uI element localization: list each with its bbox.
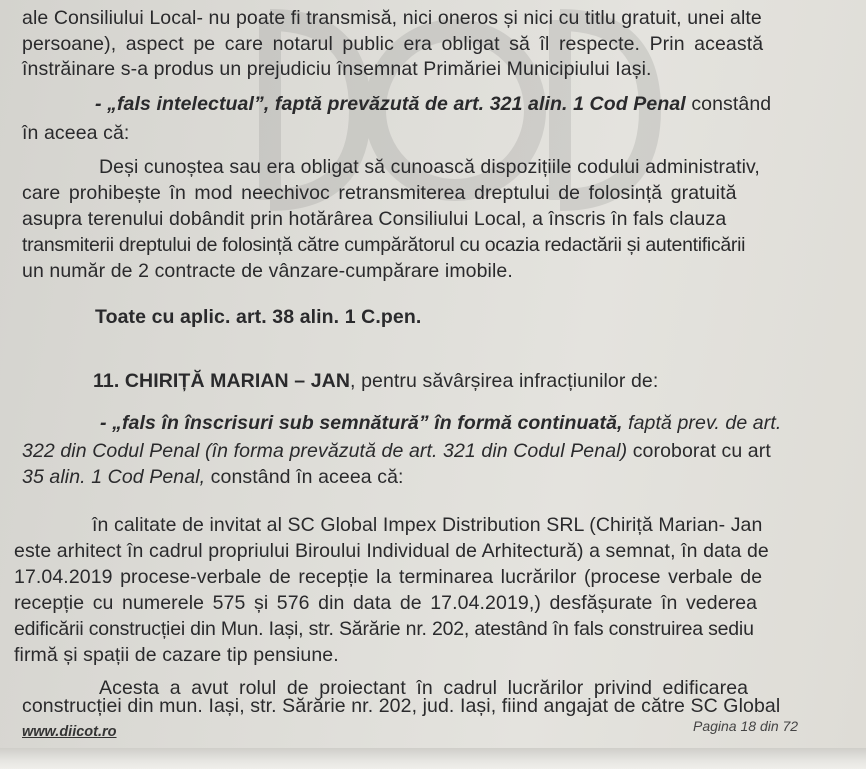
- text-line: [14, 592, 757, 614]
- text-segment: Toate cu aplic. art. 38 alin. 1 C.pen.: [95, 306, 422, 328]
- text-line: [22, 7, 762, 29]
- text-segment: este arhitect în cadrul propriului Biroului Individual de Arhitectură) a semnat, în data de: [14, 540, 769, 562]
- text-segment: înstrăinare s-a produs un prejudiciu însemnat Primăriei Municipiului Iași.: [22, 58, 652, 80]
- text-segment: care prohibește în mod neechivoc retransmiterea dreptului de folosință gratuită: [22, 182, 737, 204]
- text-segment: - „fals în înscrisuri sub semnătură” în formă continuată,: [100, 412, 623, 434]
- text-segment: în aceea că:: [22, 122, 130, 144]
- text-line: [22, 466, 404, 488]
- text-line: [22, 234, 745, 256]
- text-segment: un număr de 2 contracte de vânzare-cumpărare imobile.: [22, 260, 513, 282]
- text-line: [99, 156, 760, 178]
- footer-website-link[interactable]: www.diicot.ro: [22, 724, 117, 740]
- text-segment: 17.04.2019 procese-verbale de recepție la terminarea lucrărilor (procese verbale de: [14, 566, 763, 588]
- text-line: [95, 93, 771, 115]
- section-heading: [93, 370, 658, 392]
- text-segment: - „fals intelectual”, faptă prevăzută de art. 321 alin. 1 Cod Penal: [95, 93, 686, 115]
- text-line: [22, 260, 513, 282]
- text-line: [14, 566, 762, 588]
- text-line: [92, 514, 762, 536]
- text-line: [22, 182, 737, 204]
- text-segment: Deși cunoștea sau era obligat să cunoască dispozițiile codului administrativ,: [99, 156, 760, 178]
- text-segment: edificării construcției din Mun. Iași, str. Sărărie nr. 202, atestând în fals construirea sediu: [14, 618, 754, 640]
- text-segment: faptă prev. de art.: [622, 412, 782, 434]
- text-segment: construcției din mun. Iași, str. Sărărie nr. 202, jud. Iași, fiind angajat de către SC Global: [22, 695, 781, 717]
- text-segment: 322 din Codul Penal (în forma prevăzută de art. 321 din Codul Penal): [22, 440, 628, 462]
- text-segment: ale Consiliului Local- nu poate fi transmisă, nici oneros și nici cu titlu gratuit, unei alte: [22, 7, 762, 29]
- text-segment: în calitate de invitat al SC Global Impex Distribution SRL (Chiriță Marian- Jan: [92, 514, 763, 536]
- text-line: [22, 33, 763, 55]
- text-line: [22, 440, 771, 462]
- page-bottom-edge: [0, 748, 866, 769]
- text-line: [100, 412, 781, 434]
- text-line: [14, 618, 754, 640]
- text-segment: persoane), aspect pe care notarul public era obligat să îl respecte. Prin această: [22, 33, 764, 55]
- text-segment: recepție cu numerele 575 și 576 din data de 17.04.2019,) desfășurate în vederea: [14, 592, 758, 614]
- text-segment: 35 alin. 1 Cod Penal,: [22, 466, 206, 488]
- text-segment: 11. CHIRIȚĂ MARIAN – JAN: [93, 370, 351, 392]
- text-line: [22, 58, 652, 80]
- text-line: [14, 540, 769, 562]
- text-segment: asupra terenului dobândit prin hotărârea Consiliului Local, a înscris în fals clauza: [22, 208, 727, 230]
- text-segment: coroborat cu art: [627, 440, 771, 462]
- text-line: [22, 208, 726, 230]
- text-segment: firmă și spații de cazare tip pensiune.: [14, 644, 339, 666]
- text-segment: constând în aceea că:: [205, 466, 404, 488]
- text-segment: , pentru săvârșirea infracțiunilor de:: [350, 370, 659, 392]
- text-line: [14, 644, 339, 666]
- text-line: [22, 695, 780, 717]
- page-number: Pagina 18 din 72: [693, 718, 799, 734]
- text-line: [22, 122, 129, 144]
- text-segment: constând: [685, 93, 772, 115]
- text-line: [95, 306, 421, 328]
- text-segment: transmiterii dreptului de folosință către cumpărătorul cu ocazia redactării și autentificării: [22, 234, 746, 256]
- text-segment: Acesta a avut rolul de proiectant în cadrul lucrărilor privind edificarea: [99, 677, 749, 699]
